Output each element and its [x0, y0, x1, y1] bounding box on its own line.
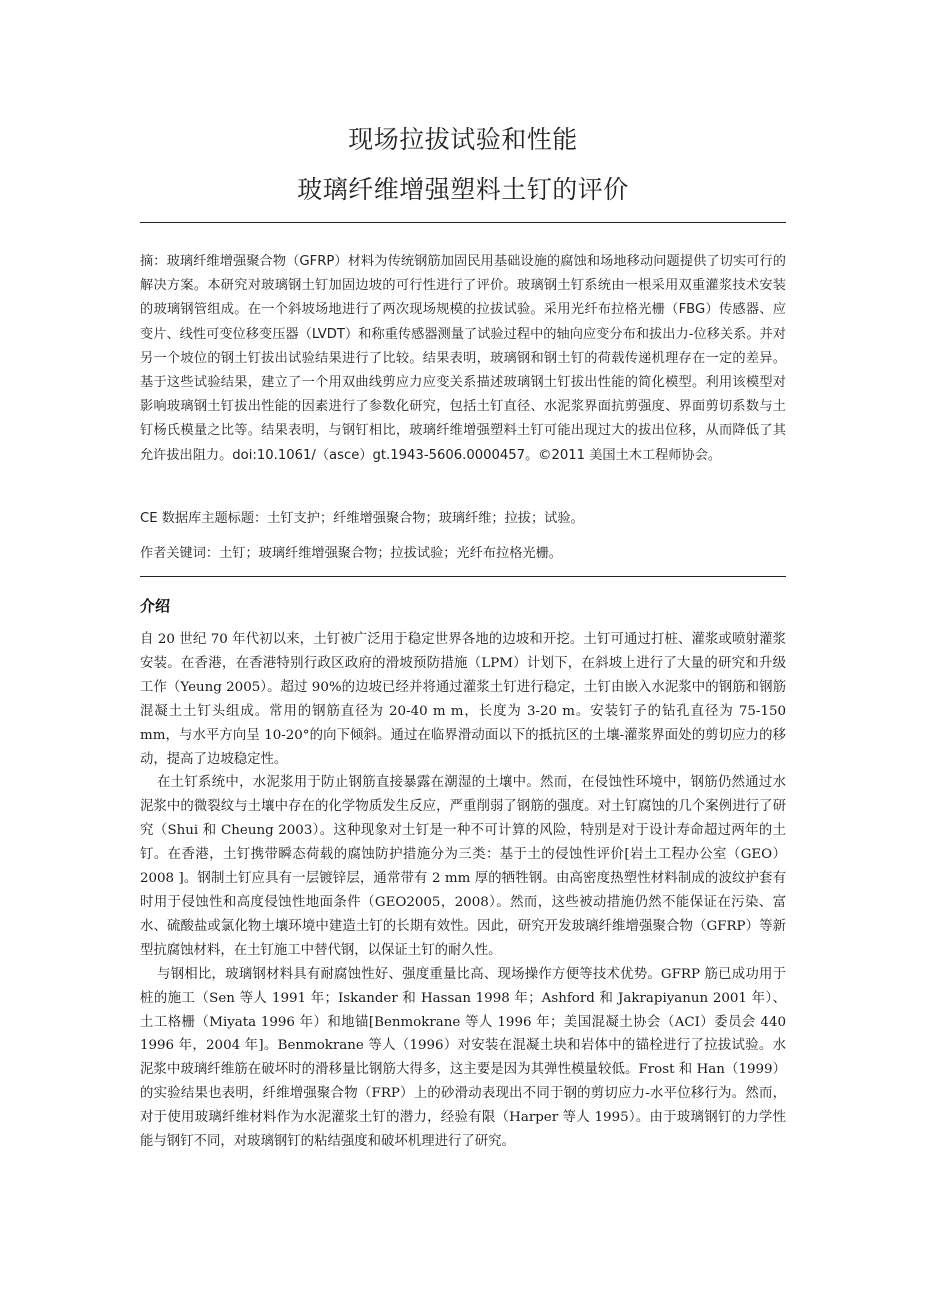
paper-title-line-2: 玻璃纤维增强塑料土钉的评价 [297, 175, 629, 204]
intro-paragraph-3: 与钢相比，玻璃钢材料具有耐腐蚀性好、强度重量比高、现场操作方便等技术优势。GFRP 筋已成功用于桩的施工（Sen 等人 1991 年；Iskander 和 Hassan 1998 年；Ashford 和 Jakrapiyanun 2001 年）、土工格栅（Miyata 1996 年）和地锚[Benmokrane 等人 1996 年；美国混凝土协会（ACI）委员会 440 1996 年，2004 年]。Benmokrane 等人（1996）对安装在混凝土块和岩体中的锚栓进行了拉拔试验。水泥浆中玻璃纤维筋在破坏时的滑移量比钢筋大得多，这主要是因为其弹性模量较低。Frost 和 Han（1999）的实验结果也表明，纤维增强聚合物（FRP）上的砂滑动表现出不同于钢的剪切应力-水平位移行为。然而，对于使用玻璃纤维材料作为水泥灌浆土钉的潜力，经验有限（Harper 等人 1995）。由于玻璃钢钉的力学性能与钢钉不同，对玻璃钢钉的粘结强度和破坏机理进行了研究。 [140, 966, 786, 1150]
intro-paragraph-2: 在土钉系统中，水泥浆用于防止钢筋直接暴露在潮湿的土壤中。然而，在侵蚀性环境中，钢筋仍然通过水泥浆中的微裂纹与土壤中存在的化学物质发生反应，严重削弱了钢筋的强度。对土钉腐蚀的几个案例进行了研究（Shui 和 Cheung 2003）。这种现象对土钉是一种不可计算的风险，特别是对于设计寿命超过两年的土钉。在香港，土钉携带瞬态荷载的腐蚀防护措施分为三类：基于土的侵蚀性评价[岩土工程办公室（GEO）2008 ]。钢制土钉应具有一层镀锌层，通常带有 2 mm 厚的牺牲钢。由高密度热塑性材料制成的波纹护套有时用于侵蚀性和高度侵蚀性地面条件（GEO2005，2008）。然而，这些被动措施仍然不能保证在污染、富水、硫酸盐或氯化物土壤环境中建造土钉的长期有效性。因此，研究开发玻璃纤维增强聚合物（GFRP）等新型抗腐蚀材料，在土钉施工中替代钢，以保证土钉的耐久性。 [140, 775, 786, 958]
intro-paragraph-1: 自 20 世纪 70 年代初以来，土钉被广泛用于稳定世界各地的边坡和开挖。土钉可通过打桩、灌浆或喷射灌浆安装。在香港，在香港特别行政区政府的滑坡预防措施（LPM）计划下，在斜坡上进行了大量的研究和升级工作（Yeung 2005）。超过 90%的边坡已经并将通过灌浆土钉进行稳定，土钉由嵌入水泥浆中的钢筋和钢筋混凝土土钉头组成。常用的钢筋直径为 20-40 m m，长度为 3-20 m。安装钉子的钻孔直径为 75-150 mm，与水平方向呈 10-20°的向下倾斜。通过在临界滑动面以下的抵抗区的土壤-灌浆界面处的剪切应力的移动，提高了边坡稳定性。 [140, 632, 786, 767]
subject-headings: CE 数据库主题标题：土钉支护；纤维增强聚合物；玻璃纤维；拉拔；试验。 [140, 511, 584, 526]
abstract-divider [140, 576, 786, 577]
author-keywords: 作者关键词：土钉；玻璃纤维增强聚合物；拉拔试验；光纤布拉格光栅。 [140, 546, 562, 561]
abstract: 摘：玻璃纤维增强聚合物（GFRP）材料为传统钢筋加固民用基础设施的腐蚀和场地移动问题提供了切实可行的解决方案。本研究对玻璃钢土钉加固边坡的可行性进行了评价。玻璃钢土钉系统由一根采用双重灌浆技术安装的玻璃钢管组成。在一个斜坡场地进行了两次现场规模的拉拔试验。采用光纤布拉格光栅（FBG）传感器、应变片、线性可变位移变压器（LVDT）和称重传感器测量了试验过程中的轴向应变分布和拔出力-位移关系。并对另一个坡位的钢土钉拔出试验结果进行了比较。结果表明，玻璃钢和钢土钉的荷载传递机理存在一定的差异。基于这些试验结果，建立了一个用双曲线剪应力应变关系描述玻璃钢土钉拔出性能的简化模型。利用该模型对影响玻璃钢土钉拔出性能的因素进行了参数化研究，包括土钉直径、水泥浆界面抗剪强度、界面剪切系数与土钉杨氏模量之比等。结果表明，与钢钉相比，玻璃纤维增强塑料土钉可能出现过大的拔出位移，从而降低了其允许拔出阻力。doi:10.1061/（asce）gt.1943-5606.0000457。©2011 美国土木工程师协会。 [140, 254, 786, 463]
title-divider [140, 222, 786, 223]
paper-title-line-1: 现场拉拔试验和性能 [348, 125, 578, 154]
section-heading-introduction: 介绍 [140, 597, 171, 615]
introduction-body [140, 628, 786, 1154]
